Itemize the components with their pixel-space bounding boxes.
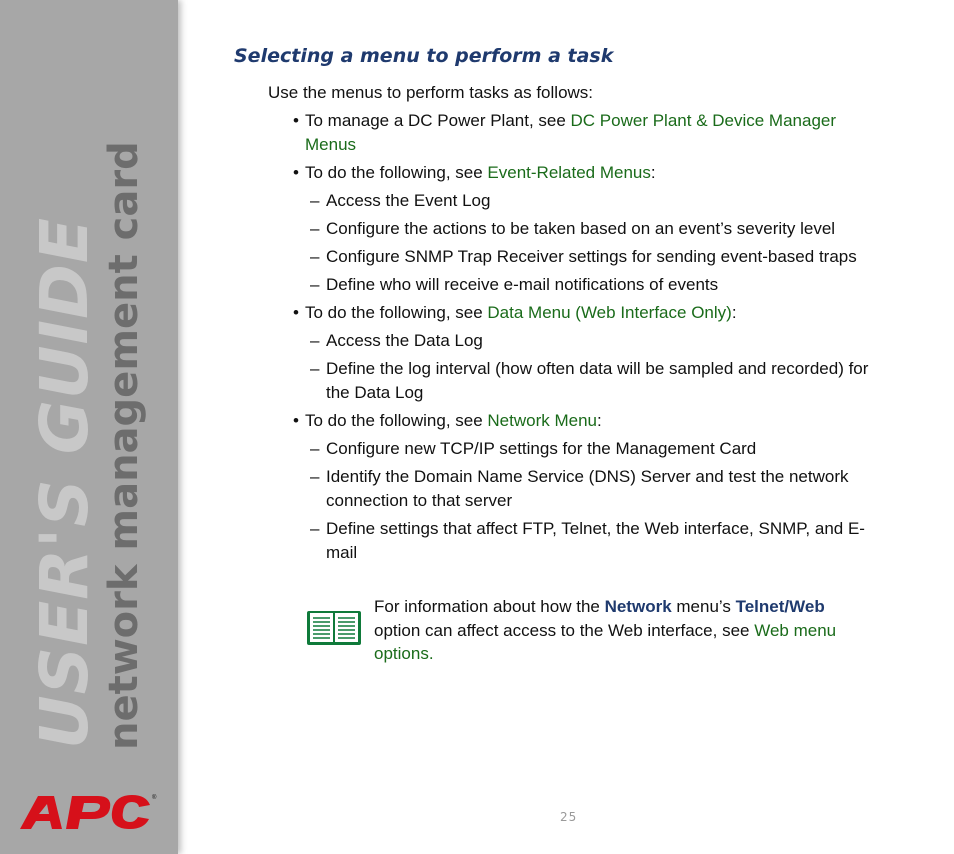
note-bold-network: Network	[604, 597, 672, 616]
item-text: To do the following, see	[305, 411, 488, 430]
dash-mark: –	[310, 191, 320, 210]
item-text: Configure new TCP/IP settings for the Management Card	[326, 439, 757, 458]
book-icon	[306, 609, 362, 647]
item-suffix: :	[731, 303, 737, 322]
item-suffix: :	[650, 163, 656, 182]
bullet-mark: •	[293, 163, 299, 182]
link-network-menu[interactable]: Network Menu	[487, 411, 598, 430]
dash-mark: –	[310, 439, 320, 458]
sub-list-item	[268, 465, 878, 513]
intro-text: Use the menus to perform tasks as follows:	[268, 83, 594, 102]
content	[268, 81, 878, 569]
dash-mark: –	[310, 219, 320, 238]
item-text: Access the Data Log	[326, 331, 483, 350]
item-text: To manage a DC Power Plant, see	[305, 111, 571, 130]
network-management-card-subtitle: network management card	[101, 141, 147, 750]
list-item	[268, 161, 878, 185]
dash-mark: –	[310, 275, 320, 294]
sidebar-title-area	[0, 0, 178, 780]
note-text-part: option can affect access to the Web interface, see	[374, 620, 755, 640]
dash-mark: –	[310, 247, 320, 266]
item-text: Define settings that affect FTP, Telnet, the Web interface, SNMP, and E-mail	[326, 519, 865, 562]
item-text: Configure SNMP Trap Receiver settings for sending event-based traps	[326, 247, 857, 266]
link-dc-power-plant-menus[interactable]: DC Power Plant & Device Manager Menus	[305, 111, 837, 154]
apc-logo	[16, 793, 156, 831]
registered-mark: ®	[152, 795, 157, 801]
item-text: Configure the actions to be taken based on an event’s severity level	[326, 219, 836, 238]
sub-list-item	[268, 245, 878, 269]
dash-mark: –	[310, 519, 320, 538]
note-text	[374, 595, 864, 666]
dash-mark: –	[310, 467, 320, 486]
item-text: To do the following, see	[305, 163, 488, 182]
sub-list-item	[268, 329, 878, 353]
note-text-part: menu’s	[671, 597, 736, 616]
link-web-menu-options[interactable]: Web menu options	[374, 620, 837, 663]
bullet-mark: •	[293, 303, 299, 322]
sub-list-item	[268, 273, 878, 297]
item-suffix: :	[597, 411, 602, 430]
sidebar	[0, 0, 178, 854]
link-event-related-menus[interactable]: Event-Related Menus	[487, 163, 651, 182]
apc-logo-letter-c	[112, 795, 150, 829]
list-item	[268, 109, 878, 157]
item-text: Define the log interval (how often data will be sampled and recorded) for the Data Log	[326, 359, 869, 402]
dash-mark: –	[310, 331, 320, 350]
list-item	[268, 301, 878, 325]
sub-list-item	[268, 517, 878, 565]
apc-logo-letter-a	[20, 796, 62, 829]
sub-list-item	[268, 357, 878, 405]
users-guide-title: USER'S GUIDE	[26, 217, 103, 749]
link-data-menu[interactable]: Data Menu (Web Interface Only)	[487, 303, 732, 322]
apc-logo-letter-p	[66, 796, 110, 829]
note-text-part: For information about how the	[374, 597, 605, 616]
item-text: Access the Event Log	[326, 191, 491, 210]
sub-list-item	[268, 217, 878, 241]
note-bold-telnet-web: Telnet/Web	[735, 597, 825, 616]
list-item	[268, 409, 878, 433]
note-text-end: .	[428, 644, 434, 663]
sub-list-item	[268, 189, 878, 213]
section-title: Selecting a menu to perform a task	[234, 45, 614, 67]
bullet-mark: •	[293, 411, 299, 430]
item-text: To do the following, see	[305, 303, 488, 322]
bullet-mark: •	[293, 111, 299, 130]
page-number: 25	[560, 810, 578, 824]
item-text: Define who will receive e-mail notifications of events	[326, 275, 719, 294]
item-text: Identify the Domain Name Service (DNS) Server and test the network connection to that server	[326, 467, 849, 510]
sub-list-item	[268, 437, 878, 461]
dash-mark: –	[310, 359, 320, 378]
